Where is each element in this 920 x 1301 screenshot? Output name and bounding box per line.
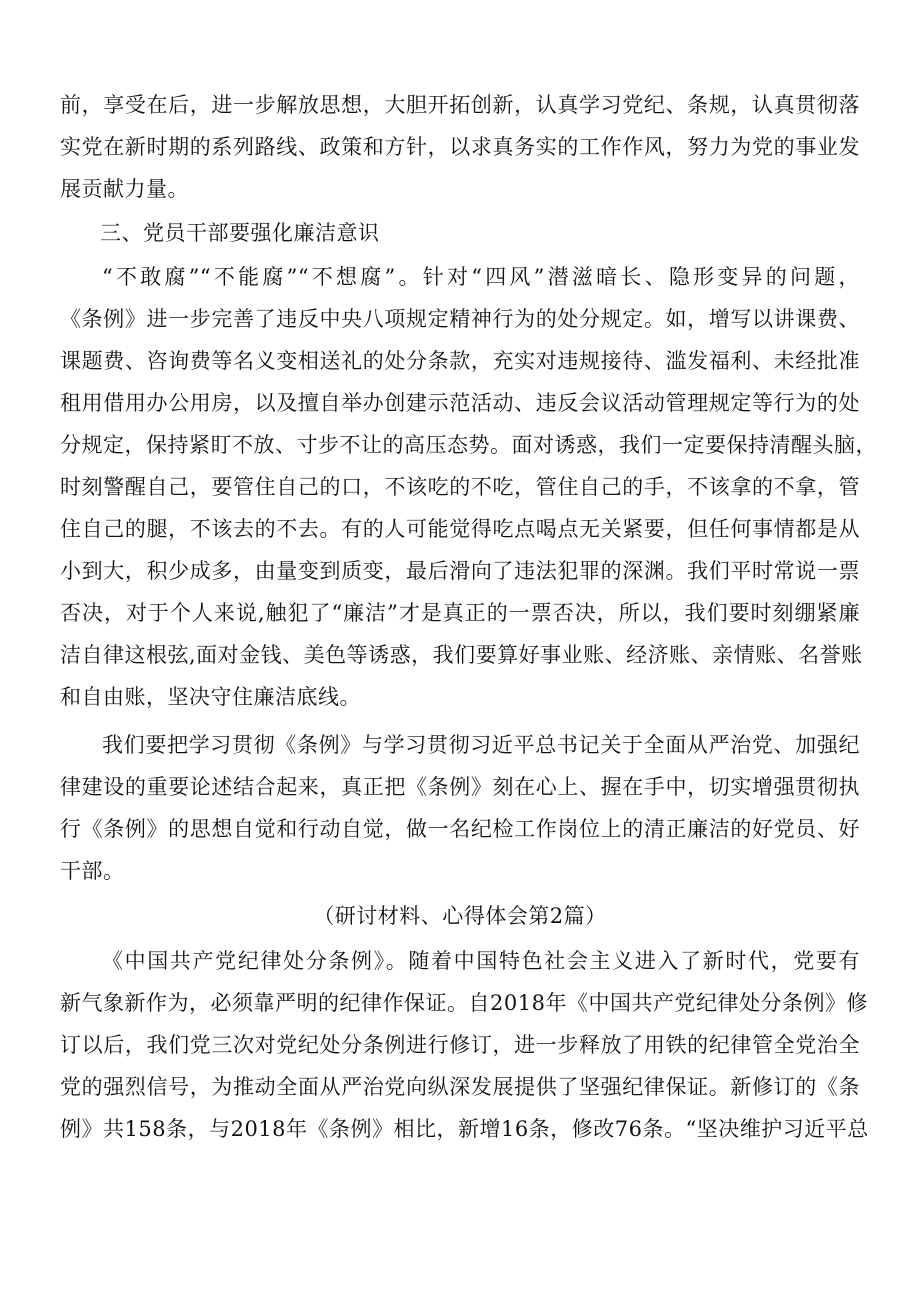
text-line: 《中国共产党纪律处分条例》。随着中国特色社会主义进入了新时代，党要有 bbox=[102, 949, 860, 973]
text-line: 我们要把学习贯彻《条例》与学习贯彻习近平总书记关于全面从严治党、加强纪 bbox=[102, 733, 860, 757]
text-line: 课题费、咨询费等名义变相送礼的处分条款，充实对违规接待、滥发福利、未经批准 bbox=[60, 349, 860, 373]
text-line: 律建设的重要论述结合起来，真正把《条例》刻在心上、握在手中，切实增强贯彻执 bbox=[60, 775, 860, 799]
text-line: “不敢腐”“不能腐”“不想腐”。针对“四风”潜滋暗长、隐形变异的问题， bbox=[102, 265, 860, 289]
text-line: 《条例》进一步完善了违反中央八项规定精神行为的处分规定。如，增写以讲课费、 bbox=[60, 307, 860, 331]
text-line: 时刻警醒自己，要管住自己的口，不该吃的不吃，管住自己的手，不该拿的不拿，管 bbox=[60, 475, 860, 499]
paragraph-1 bbox=[60, 84, 860, 210]
text-line: 实党在新时期的系列路线、政策和方针，以求真务实的工作作风，努力为党的事业发 bbox=[60, 135, 860, 159]
text-line: 分规定，保持紧盯不放、寸步不让的高压态势。面对诱惑，我们一定要保持清醒头脑， bbox=[60, 433, 877, 457]
text-line: 例》共158条，与2018年《条例》相比，新增16条，修改76条。“坚决维护习近平总 bbox=[60, 1117, 869, 1141]
text-line: 和自由账，坚决守住廉洁底线。 bbox=[60, 685, 361, 709]
text-line: 干部。 bbox=[60, 859, 125, 883]
text-line: 小到大，积少成多，由量变到质变，最后滑向了违法犯罪的深渊。我们平时常说一票 bbox=[60, 559, 860, 583]
section-title: （研讨材料、心得体会第2篇） bbox=[313, 904, 607, 928]
paragraph-2 bbox=[60, 256, 877, 718]
document-page bbox=[60, 84, 877, 1150]
text-line: 否决，对于个人来说,触犯了“廉洁”才是真正的一票否决，所以，我们要时刻绷紧廉 bbox=[60, 601, 860, 625]
text-line: 行《条例》的思想自觉和行动自觉，做一名纪检工作岗位上的清正廉洁的好党员、好 bbox=[60, 817, 860, 841]
text-line: 住自己的腿，不该去的不去。有的人可能觉得吃点喝点无关紧要，但任何事情都是从 bbox=[60, 517, 860, 541]
text-line: 展贡献力量。 bbox=[60, 177, 189, 201]
text-line: 洁自律这根弦,面对金钱、美色等诱惑，我们要算好事业账、经济账、亲情账、名誉账 bbox=[60, 643, 863, 667]
text-line: 党的强烈信号，为推动全面从严治党向纵深发展提供了坚强纪律保证。新修订的《条 bbox=[60, 1075, 860, 1099]
paragraph-4 bbox=[60, 940, 869, 1150]
text-line: 订以后，我们党三次对党纪处分条例进行修订，进一步释放了用铁的纪律管全党治全 bbox=[60, 1033, 860, 1057]
paragraph-3 bbox=[60, 724, 860, 892]
section-heading-3: 三、党员干部要强化廉洁意识 bbox=[100, 221, 380, 245]
text-line: 前，享受在后，进一步解放思想，大胆开拓创新，认真学习党纪、条规，认真贯彻落 bbox=[60, 93, 860, 117]
text-line: 租用借用办公用房，以及擅自举办创建示范活动、违反会议活动管理规定等行为的处 bbox=[60, 391, 860, 415]
text-line: 新气象新作为，必须靠严明的纪律作保证。自2018年《中国共产党纪律处分条例》修 bbox=[60, 991, 868, 1015]
